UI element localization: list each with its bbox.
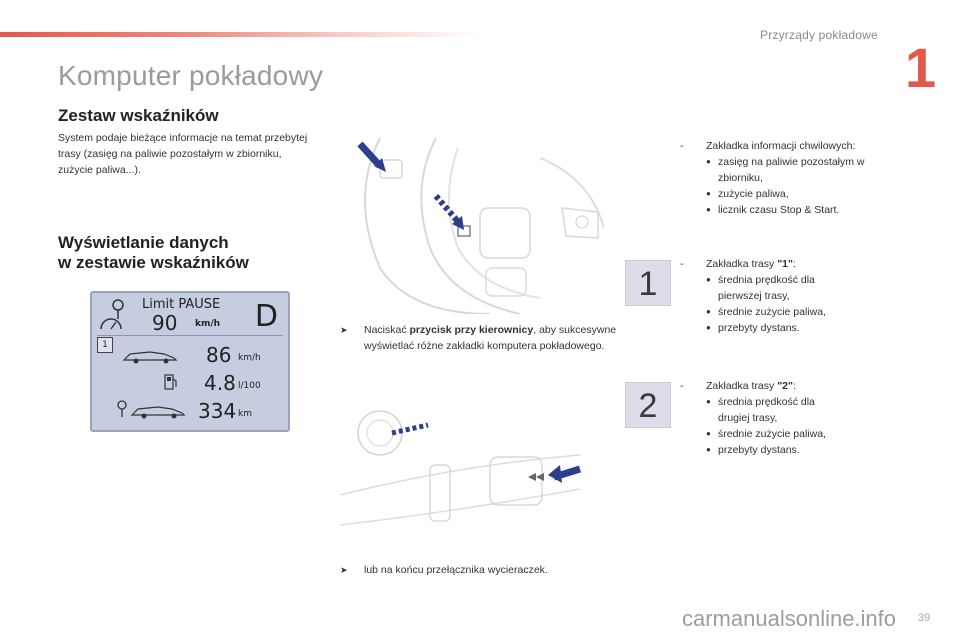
list-item: ● licznik czasu Stop & Start. — [706, 202, 890, 218]
list-item: ● średnia prędkość dla pierwszej trasy, — [706, 272, 818, 304]
watermark: carmanualsonline.info — [682, 606, 897, 631]
distance-value: 334 — [198, 399, 237, 423]
car-icon — [120, 348, 180, 364]
section-heading-display: Wyświetlanie danych w zestawie wskaźników — [58, 233, 249, 272]
list-item: ● średnie zużycie paliwa, — [706, 426, 890, 442]
set-speed-value: 90 — [152, 311, 178, 335]
list-item: ● przebyty dystans. — [706, 320, 890, 336]
display-divider — [97, 335, 283, 336]
list-item: ● średnia prędkość dla drugiej trasy, — [706, 394, 818, 426]
trip-2-badge: 2 — [625, 382, 671, 428]
trip-1-badge: 1 — [625, 260, 671, 306]
page-title: Komputer pokładowy — [58, 60, 324, 91]
list-item: ● zasięg na paliwie pozostałym w zbiorniku, — [706, 154, 890, 186]
instrument-display-illustration — [90, 291, 290, 432]
range-car-icon — [116, 399, 188, 421]
page-number: 39 — [918, 612, 931, 624]
instruction-wiper-stalk: ➤ lub na końcu przełącznika wycieraczek. — [340, 564, 548, 576]
list-item: ● zużycie paliwa, — [706, 186, 890, 202]
chapter-number: 1 — [905, 36, 937, 99]
instruction-press-button: ➤ Naciskać przycisk przy kierownicy, aby sukcesywne wyświetlać różne zakładki komputera pokładowego. — [340, 324, 617, 352]
tab-trip-2: - Zakładka trasy "2": ● średnia prędkość dla drugiej trasy, ● średnie zużycie paliwa, ● przebyty dystans. — [680, 378, 890, 458]
trip-tab-indicator: 1 — [97, 337, 113, 353]
list-item: ● średnie zużycie paliwa, — [706, 304, 890, 320]
consumption-unit: l/100 — [238, 381, 261, 391]
section-header: Przyrządy pokładowe — [760, 28, 878, 42]
header-accent-bar — [0, 32, 480, 37]
avg-speed-value: 86 — [206, 343, 232, 367]
tab-trip-1: - Zakładka trasy "1": ● średnia prędkość dla pierwszej trasy, ● średnie zużycie paliwa, ● przebyty dystans. — [680, 256, 890, 336]
steering-wheel-illustration — [340, 138, 604, 314]
gear-indicator: D — [254, 299, 278, 334]
avg-speed-unit: km/h — [238, 353, 261, 363]
wiper-stalk-illustration — [340, 395, 604, 530]
speedometer-icon — [98, 297, 126, 337]
fuel-pump-icon — [164, 373, 178, 391]
section-intro-text: System podaje bieżące informacje na temat przebytej trasy (zasięg na paliwie pozostałym w zbiorniku, zużycie paliwa...). — [58, 132, 308, 176]
distance-unit: km — [238, 409, 252, 419]
section-heading-gauge-cluster: Zestaw wskaźników — [58, 106, 219, 125]
set-speed-unit: km/h — [195, 319, 221, 329]
speed-limiter-status: Limit PAUSE — [142, 297, 221, 312]
list-item: ● przebyty dystans. — [706, 442, 890, 458]
consumption-value: 4.8 — [204, 371, 236, 395]
tab-instant-info: - Zakładka informacji chwilowych: ● zasięg na paliwie pozostałym w zbiorniku, ● zużycie paliwa, ● licznik czasu Stop & Start. — [680, 138, 890, 218]
